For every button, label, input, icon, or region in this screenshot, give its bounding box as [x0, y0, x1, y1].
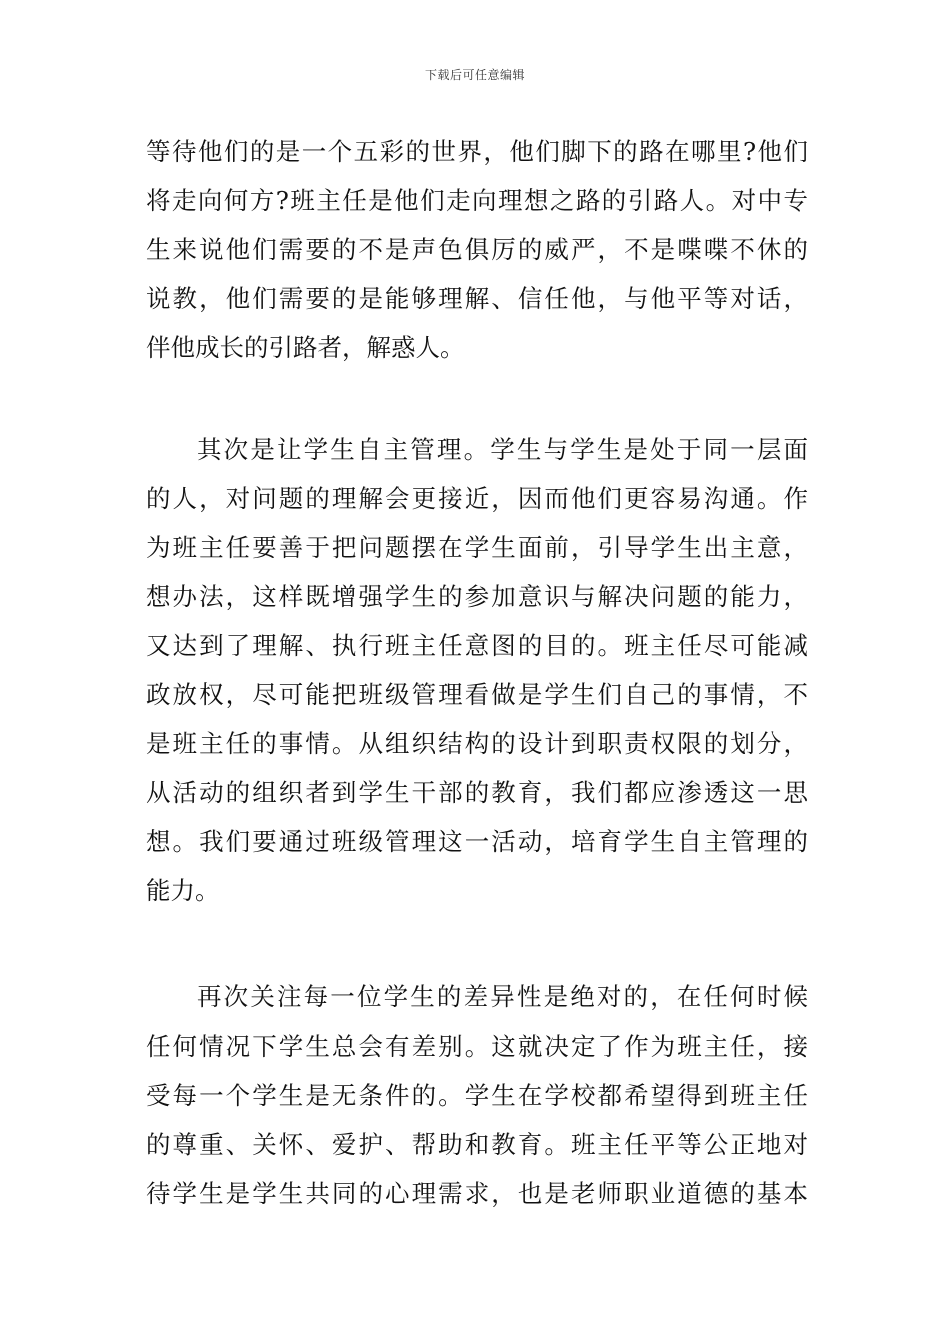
page-header: 下载后可任意编辑: [424, 68, 525, 82]
paragraph-2-line-10: 能力。: [146, 876, 220, 905]
paragraph-2-line-1: 其次是让学生自主管理。学生与学生是处于同一层面: [197, 435, 808, 464]
paragraph-2-line-4: 想办法，这样既增强学生的参加意识与解决问题的能力，: [146, 582, 808, 611]
paragraph-2-line-9: 想。我们要通过班级管理这一活动，培育学生自主管理的: [146, 827, 808, 856]
paragraph-3-line-4: 的尊重、关怀、爱护、帮助和教育。班主任平等公正地对: [146, 1130, 808, 1159]
paragraph-2-line-5: 又达到了理解、执行班主任意图的目的。班主任尽可能减: [146, 631, 808, 660]
paragraph-3-line-1: 再次关注每一位学生的差异性是绝对的，在任何时候: [197, 982, 808, 1011]
paragraph-3-line-2: 任何情况下学生总会有差别。这就决定了作为班主任，接: [146, 1032, 808, 1061]
paragraph-1-line-1: 等待他们的是一个五彩的世界，他们脚下的路在哪里?他们: [146, 137, 808, 166]
paragraph-2-line-2: 的人，对问题的理解会更接近，因而他们更容易沟通。作: [146, 484, 808, 513]
paragraph-2-line-8: 从活动的组织者到学生干部的教育，我们都应渗透这一思: [146, 778, 808, 807]
paragraph-1-line-4: 说教，他们需要的是能够理解、信任他，与他平等对话，: [146, 284, 808, 313]
paragraph-1-line-5: 伴他成长的引路者，解惑人。: [146, 333, 465, 362]
paragraph-1-line-2: 将走向何方?班主任是他们走向理想之路的引路人。对中专: [146, 186, 808, 215]
paragraph-3-line-3: 受每一个学生是无条件的。学生在学校都希望得到班主任: [146, 1081, 808, 1110]
paragraph-2-line-3: 为班主任要善于把问题摆在学生面前，引导学生出主意，: [146, 533, 808, 562]
paragraph-2-line-6: 政放权，尽可能把班级管理看做是学生们自己的事情，不: [146, 680, 808, 709]
paragraph-3-line-5: 待学生是学生共同的心理需求，也是老师职业道德的基本: [146, 1179, 808, 1208]
paragraph-2-line-7: 是班主任的事情。从组织结构的设计到职责权限的划分，: [146, 729, 808, 758]
paragraph-1-line-3: 生来说他们需要的不是声色俱厉的威严，不是喋喋不休的: [146, 235, 808, 264]
